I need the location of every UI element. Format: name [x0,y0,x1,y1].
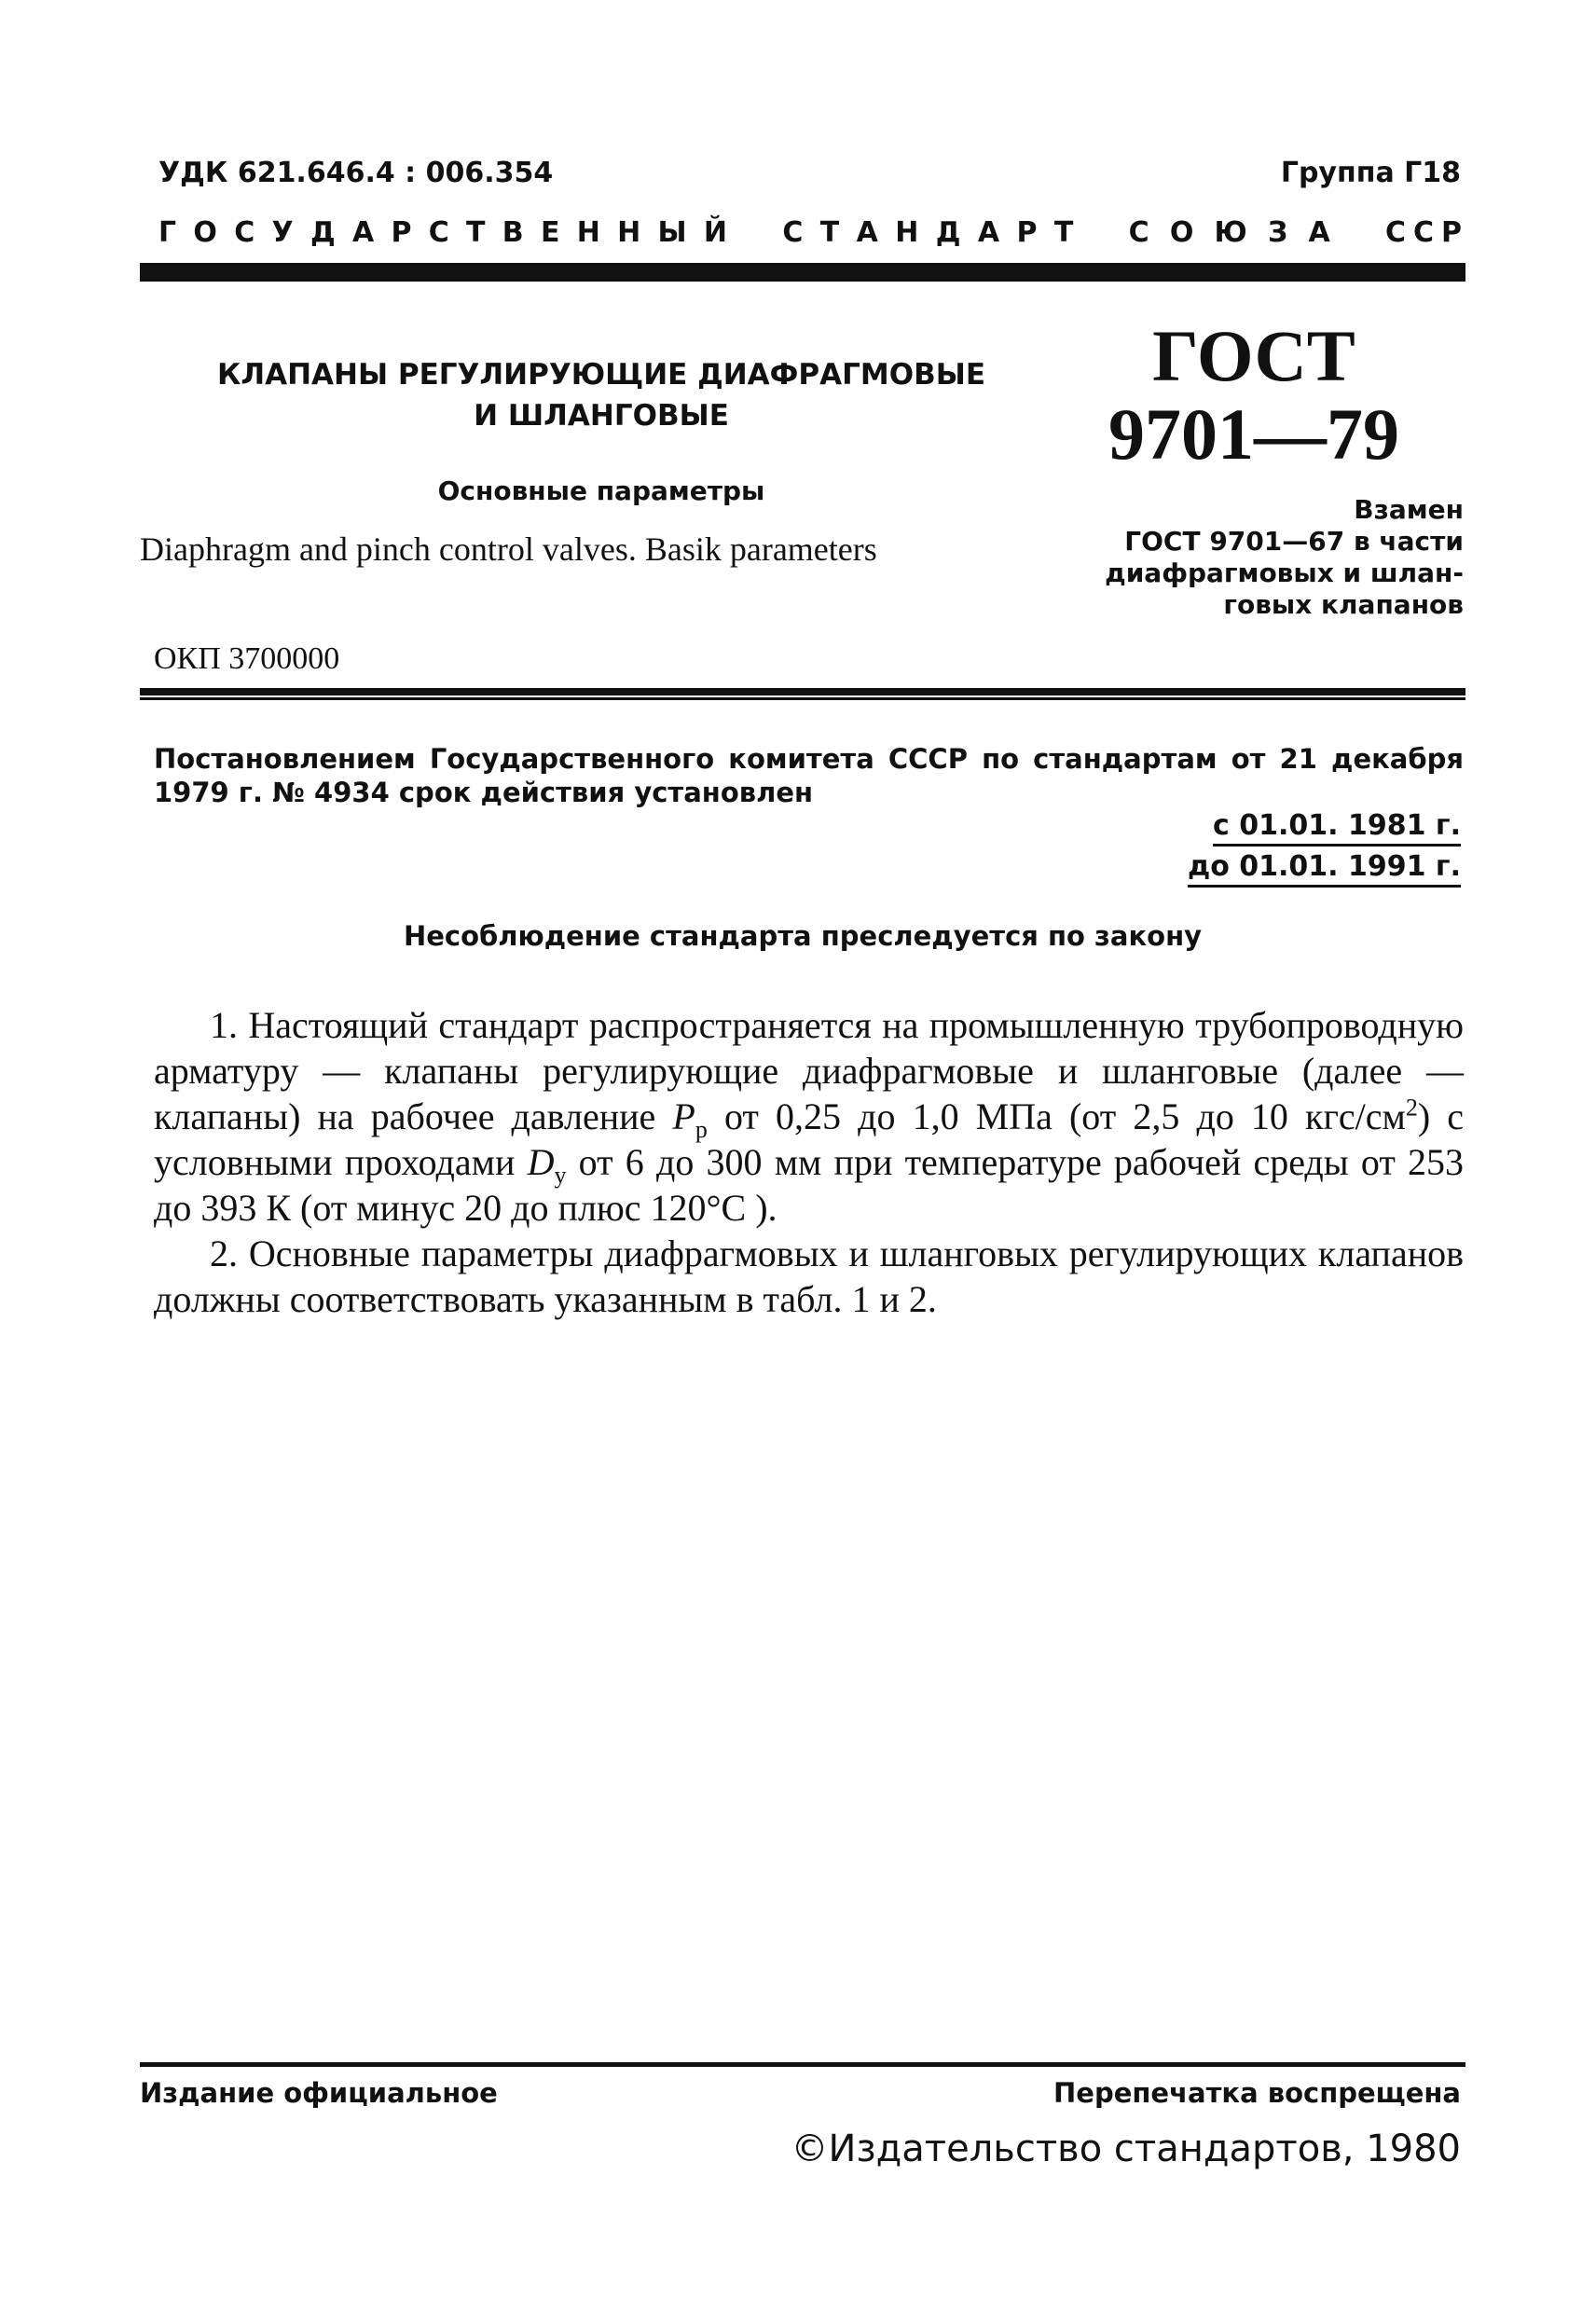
replaces-line-1: ГОСТ 9701—67 в части [1124,526,1464,557]
letter: Ы [657,216,687,249]
replaces-block [1053,494,1464,621]
pressure-subscript: р [695,1116,708,1143]
reprint-notice: Перепечатка воспрещена [1053,2077,1461,2109]
letter: Р [1440,216,1462,249]
letter: О [1169,216,1194,249]
letter: Т [819,216,840,249]
letter: Н [576,216,600,249]
effective-date-from: с 01.01. 1981 г. [1213,809,1461,847]
diameter-symbol: D [527,1141,555,1183]
replaces-line-3: говых клапанов [1223,589,1464,620]
decree-text: Постановлением Государственного комитета СССР по стандартам от 21 декабря 1979 г. № 4934 срок действия установлен [154,743,1464,808]
letter: Ю [1214,216,1247,249]
letter: А [351,216,375,249]
pressure-symbol: P [672,1095,695,1137]
letter: Н [895,216,919,249]
title-line-2: И ШЛАНГОВЫЕ [474,399,729,433]
header-thick-rule [140,263,1465,282]
gost-number: 9701—79 [1108,393,1399,475]
paragraph-1-part-b: от 0,25 до 1,0 МПа (от 2,5 до 10 кгс/см [707,1095,1406,1137]
paragraph-1-part-e: от 6 до 300 мм при температуре рабочей среды от 253 до 393 К (от минус 20 до плюс 120°С ). [154,1141,1464,1229]
letter: С [1128,216,1149,249]
letter: Й [703,216,727,249]
state-standard-word-3 [1129,216,1330,249]
okp-code: ОКП 3700000 [154,641,340,676]
edition-label: Издание официальное [140,2077,498,2109]
group-code: Группа Г18 [1280,157,1461,189]
document-subtitle: Основные параметры [437,475,765,506]
state-standard-word-4 [1385,216,1462,249]
letter: Н [617,216,641,249]
letter: З [1267,216,1288,249]
footer-rule [140,2062,1465,2067]
publisher-copyright: ©Издательство стандартов, 1980 [791,2127,1461,2170]
effective-date-to: до 01.01. 1991 г. [1188,850,1461,888]
replaces-line-2: диафрагмовых и шлан- [1105,558,1464,588]
unit-superscript: 2 [1405,1094,1418,1122]
section-thick-rule [140,688,1465,695]
state-standard-word-1 [158,216,727,249]
letter: В [502,216,524,249]
paragraph-2: 2. Основные параметры диафрагмовых и шланговых регулирующих клапанов должны соответствовать указанным в табл. 1 и 2. [154,1232,1464,1320]
compliance-notice: Несоблюдение стандарта преследуется по закону [403,920,1203,952]
state-standard-word-2 [782,216,1073,249]
document-title [214,354,988,436]
diameter-subscript: у [554,1162,567,1189]
paragraph-1-part-c: ) с условными проходами [154,1095,1464,1183]
title-line-1: КЛАПАНЫ РЕГУЛИРУЮЩИЕ ДИАФРАГМОВЫЕ [216,358,985,392]
body-text [154,1002,1464,1322]
udk-code: УДК 621.646.4 : 006.354 [158,157,554,189]
letter: У [271,216,294,249]
letter: Р [391,216,412,249]
state-standard-title [158,216,1462,249]
letter: Т [1053,216,1074,249]
letter: С [782,216,804,249]
letter: Т [466,216,486,249]
letter: Г [158,216,177,249]
gost-label: ГОСТ [1152,315,1355,396]
letter: С [428,216,449,249]
letter: Р [1016,216,1038,249]
letter: Е [540,216,560,249]
replaces-heading: Взамен [1354,494,1464,525]
paragraph-1-part-a: 1. Настоящий стандарт распространяется на промышленную трубопроводную арматуру — клапаны регулирующие диафрагмовые и шланговые (далее — клапаны) на рабочее давление [154,1004,1464,1137]
section-thin-rule [140,697,1465,700]
letter: Д [935,216,961,249]
gost-designation [1077,317,1431,474]
letter: С [1384,216,1407,249]
paragraph-1 [154,1002,1464,1231]
letter: А [977,216,1000,249]
letter: Д [310,216,336,249]
letter: А [856,216,878,249]
letter: О [193,216,217,249]
english-title: Diaphragm and pinch control valves. Basik parameters [140,530,877,568]
letter: А [1308,216,1330,249]
letter: С [234,216,255,249]
letter: С [1412,216,1435,249]
